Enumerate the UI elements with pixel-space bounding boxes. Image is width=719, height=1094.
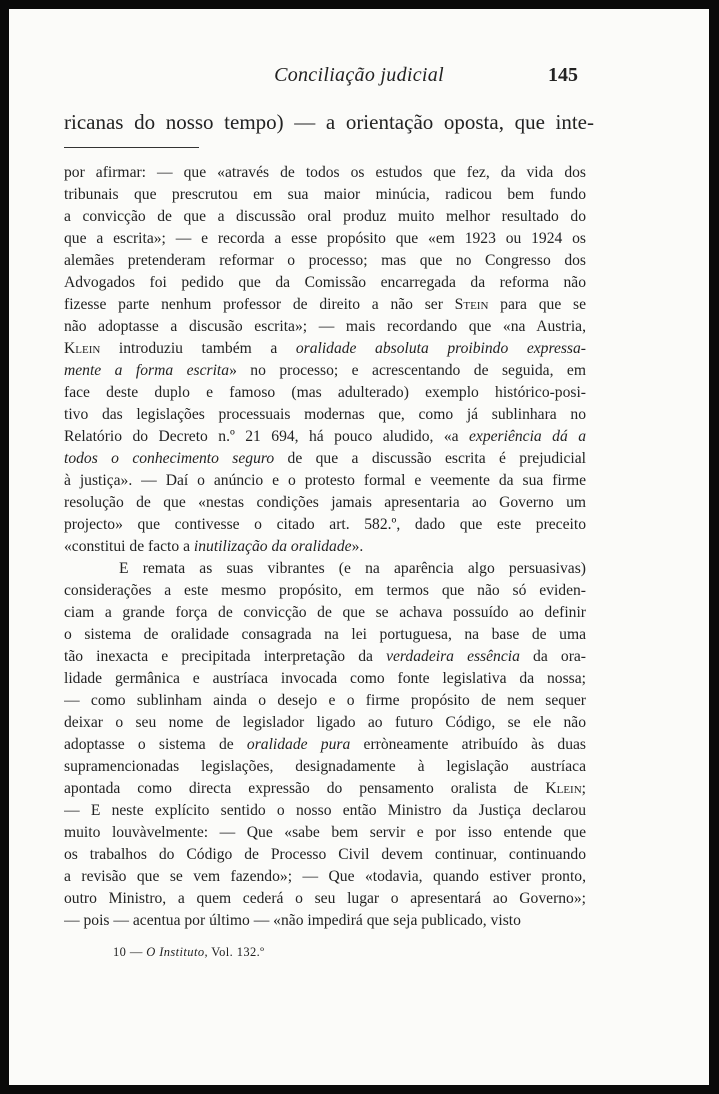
text-line	[64, 272, 586, 294]
continuation-line: ricanas do nosso tempo) — a orientação oposta, que inte-	[64, 110, 594, 134]
text-run: a revisão que se vem fazendo»; — Que «todavia, quando estiver pronto,	[64, 868, 586, 885]
text-line	[64, 294, 586, 316]
text-line	[64, 580, 586, 602]
text-line	[64, 360, 586, 382]
text-line	[64, 800, 586, 822]
text-run: todos o conhecimento seguro	[64, 450, 275, 467]
text-line	[64, 778, 586, 800]
text-run: ».	[351, 538, 364, 555]
text-line	[64, 162, 586, 184]
running-title: Conciliação judicial	[274, 64, 444, 86]
text-run: lidade germânica e austríaca invocada como fonte legislativa da nossa;	[64, 670, 586, 687]
text-run: supramencionadas legislações, designadamente à legislação austríaca	[64, 758, 586, 775]
text-run: apontada como directa expressão do pensamento oralista de	[64, 780, 546, 797]
text-line	[64, 756, 586, 778]
text-line	[64, 492, 586, 514]
text-run: deixar o seu nome de legislador ligado ao futuro Código, se ele não	[64, 714, 586, 731]
text-line	[64, 316, 586, 338]
text-run: Klein	[64, 340, 101, 357]
text-line	[64, 470, 586, 492]
text-run: que a escrita»; — e recorda a esse propósito que «em 1923 ou 1924 os	[64, 230, 586, 247]
text-line	[64, 822, 586, 844]
text-run: tão inexacta e precipitada interpretação da	[64, 648, 387, 665]
text-run: ;	[581, 780, 586, 797]
text-run: verdadeira essência	[386, 648, 520, 665]
text-run: — E neste explícito sentido o nosso então Ministro da Justiça declarou	[64, 802, 586, 819]
text-run: resolução de que «nestas condições jamais apresentaria ao Governo um	[64, 494, 586, 511]
text-line	[64, 910, 586, 932]
text-run: introduziu também a	[100, 340, 296, 357]
text-run: os trabalhos do Código de Processo Civil devem continuar, continuando	[64, 846, 586, 863]
text-line	[64, 338, 586, 360]
text-run: ciam a grande força de convicção de que se achava possuído ao definir	[64, 604, 586, 621]
text-run: tivo das legislações processuais modernas que, como já sublinhara no	[64, 406, 586, 423]
text-run: E remata as suas vibrantes (e na aparência algo persuasivas)	[119, 560, 586, 577]
text-run: Stein	[454, 296, 489, 313]
page-number: 145	[548, 64, 578, 86]
text-run: muito louvàvelmente: — Que «sabe bem servir e por isso entende que	[64, 824, 586, 841]
footnote-journal: O Instituto,	[146, 945, 208, 959]
text-run: outro Ministro, a quem cederá o seu lugar o apresentará ao Governo»;	[64, 890, 586, 907]
text-run: erròneamente atribuído às duas	[350, 736, 586, 753]
text-run: oralidade absoluta proibindo expressa-	[295, 340, 586, 357]
text-run: adoptasse o sistema de	[64, 736, 247, 753]
text-run: Advogados foi pedido que da Comissão encarregada da reforma não	[64, 274, 586, 291]
text-run: projecto» que contivesse o citado art. 582.º, dado que este preceito	[64, 516, 586, 533]
text-line	[64, 888, 586, 910]
text-run: fizesse parte nenhum professor de direito a não ser	[64, 296, 455, 313]
text-run: alemães pretenderam reformar o processo; mas que no Congresso dos	[64, 252, 586, 269]
book-page	[9, 9, 709, 1085]
page-header	[9, 64, 709, 94]
text-line	[64, 250, 586, 272]
footnote-volume: Vol. 132.º	[208, 945, 265, 959]
text-line	[64, 404, 586, 426]
signature-footnote	[113, 945, 264, 960]
text-run: para que se	[488, 296, 586, 313]
text-line	[64, 448, 586, 470]
text-run: mente a forma escrita	[64, 362, 230, 379]
text-line	[64, 712, 586, 734]
footnote-prefix: 10 —	[113, 945, 147, 959]
text-line	[64, 844, 586, 866]
text-run: inutilização da oralidade	[193, 538, 352, 555]
text-line	[64, 382, 586, 404]
text-run: oralidade pura	[246, 736, 351, 753]
text-line	[64, 184, 586, 206]
text-run: Klein	[545, 780, 582, 797]
text-line	[64, 602, 586, 624]
text-line	[64, 866, 586, 888]
text-run: — como sublinham ainda o desejo e o firme propósito de nem sequer	[64, 692, 586, 709]
text-line	[64, 426, 586, 448]
text-run: » no processo; e acrescentando de seguida, em	[229, 362, 586, 379]
text-run: tribunais que prescrutou em sua maior minúcia, radicou bem fundo	[64, 186, 586, 203]
text-run: por afirmar: — que «através de todos os estudos que fez, da vida dos	[64, 164, 586, 181]
text-run: a convicção de que a discussão oral produz muito melhor resultado do	[64, 208, 586, 225]
footnote-separator-rule	[64, 147, 199, 148]
body-text	[64, 162, 586, 932]
text-line	[64, 624, 586, 646]
text-run: — pois — acentua por último — «não impedirá que seja publicado, visto	[64, 912, 521, 929]
text-run: não adoptasse a discusão escrita»; — mais recordando que «na Austria,	[64, 318, 586, 335]
text-line	[64, 536, 586, 558]
text-run: considerações a este mesmo propósito, em termos que não só eviden-	[64, 582, 586, 599]
text-line	[64, 646, 586, 668]
text-run: de que a discussão escrita é prejudicial	[274, 450, 586, 467]
text-line	[64, 228, 586, 250]
text-line	[64, 734, 586, 756]
text-line	[64, 206, 586, 228]
text-run: Relatório do Decreto n.º 21 694, há pouco aludido, «a	[64, 428, 469, 445]
text-run: «constitui de facto a	[64, 538, 194, 555]
text-line	[64, 690, 586, 712]
text-line	[64, 514, 586, 536]
text-line	[64, 558, 586, 580]
text-run: à justiça». — Daí o anúncio e o protesto formal e veemente da sua firme	[64, 472, 586, 489]
text-run: experiência dá a	[469, 428, 586, 445]
text-line	[64, 668, 586, 690]
text-run: o sistema de oralidade consagrada na lei portuguesa, na base de uma	[64, 626, 586, 643]
text-run: face deste duplo e famoso (mas adulterado) exemplo histórico-posi-	[64, 384, 586, 401]
text-run: da ora-	[519, 648, 586, 665]
